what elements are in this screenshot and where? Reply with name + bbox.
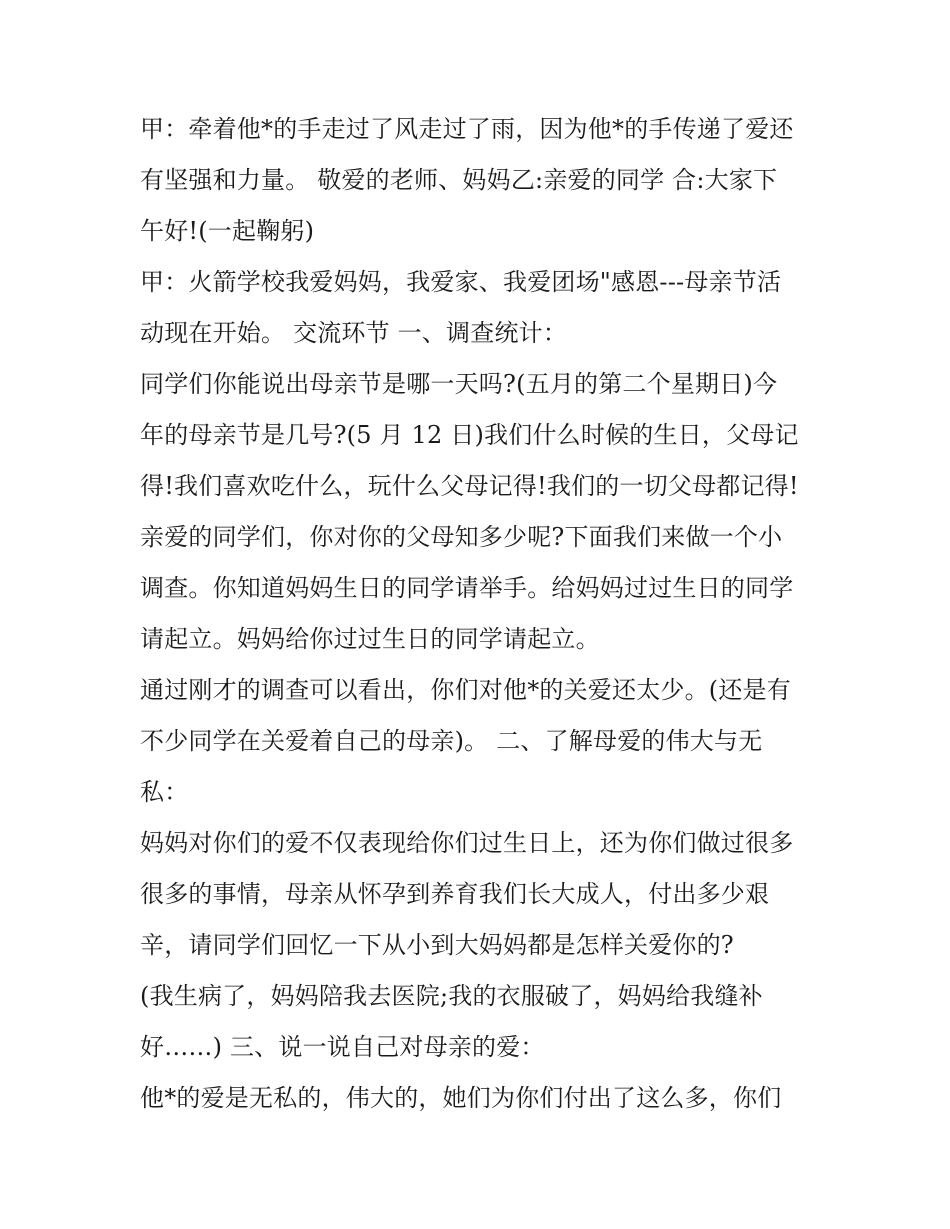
text-line: 不少同学在关爱着自己的母亲)。 二、了解母爱的伟大与无 xyxy=(140,727,763,755)
text-line: 私： xyxy=(140,778,189,806)
text-line: 妈妈对你们的爱不仅表现给你们过生日上，还为你们做过很多 xyxy=(140,829,794,857)
text-line: 调查。你知道妈妈生日的同学请举手。给妈妈过过生日的同学 xyxy=(140,574,794,602)
document-body xyxy=(140,104,820,1124)
text-line: 好……) 三、说一说自己对母亲的爱： xyxy=(140,1033,545,1061)
text-line: 年的母亲节是几号?(5 月 12 日)我们什么时候的生日，父母记 xyxy=(140,421,799,449)
text-line: (我生病了，妈妈陪我去医院;我的衣服破了，妈妈给我缝补 xyxy=(140,982,763,1010)
text-line: 他*的爱是无私的，伟大的，她们为你们付出了这么多，你们 xyxy=(140,1084,782,1112)
text-line: 亲爱的同学们，你对你的父母知多少呢?下面我们来做一个小 xyxy=(140,523,783,551)
text-line: 辛，请同学们回忆一下从小到大妈妈都是怎样关爱你的? xyxy=(140,931,734,959)
text-line: 甲：火箭学校我爱妈妈，我爱家、我爱团场"感恩---母亲节活 xyxy=(140,268,782,296)
text-line: 得!我们喜欢吃什么，玩什么父母记得!我们的一切父母都记得! xyxy=(140,472,799,500)
text-line: 很多的事情，母亲从怀孕到养育我们长大成人，付出多少艰 xyxy=(140,880,770,908)
text-line: 有坚强和力量。 敬爱的老师、妈妈乙:亲爱的同学 合:大家下 xyxy=(140,166,778,194)
text-line: 动现在开始。 交流环节 一、调查统计： xyxy=(140,319,568,347)
text-line: 同学们你能说出母亲节是哪一天吗?(五月的第二个星期日)今 xyxy=(140,370,778,398)
text-line: 请起立。妈妈给你过过生日的同学请起立。 xyxy=(140,625,600,653)
text-line: 通过刚才的调查可以看出，你们对他*的关爱还太少。(还是有 xyxy=(140,676,791,704)
text-line: 午好!(一起鞠躬) xyxy=(140,217,315,245)
text-line: 甲：牵着他*的手走过了风走过了雨，因为他*的手传递了爱还 xyxy=(140,115,794,143)
